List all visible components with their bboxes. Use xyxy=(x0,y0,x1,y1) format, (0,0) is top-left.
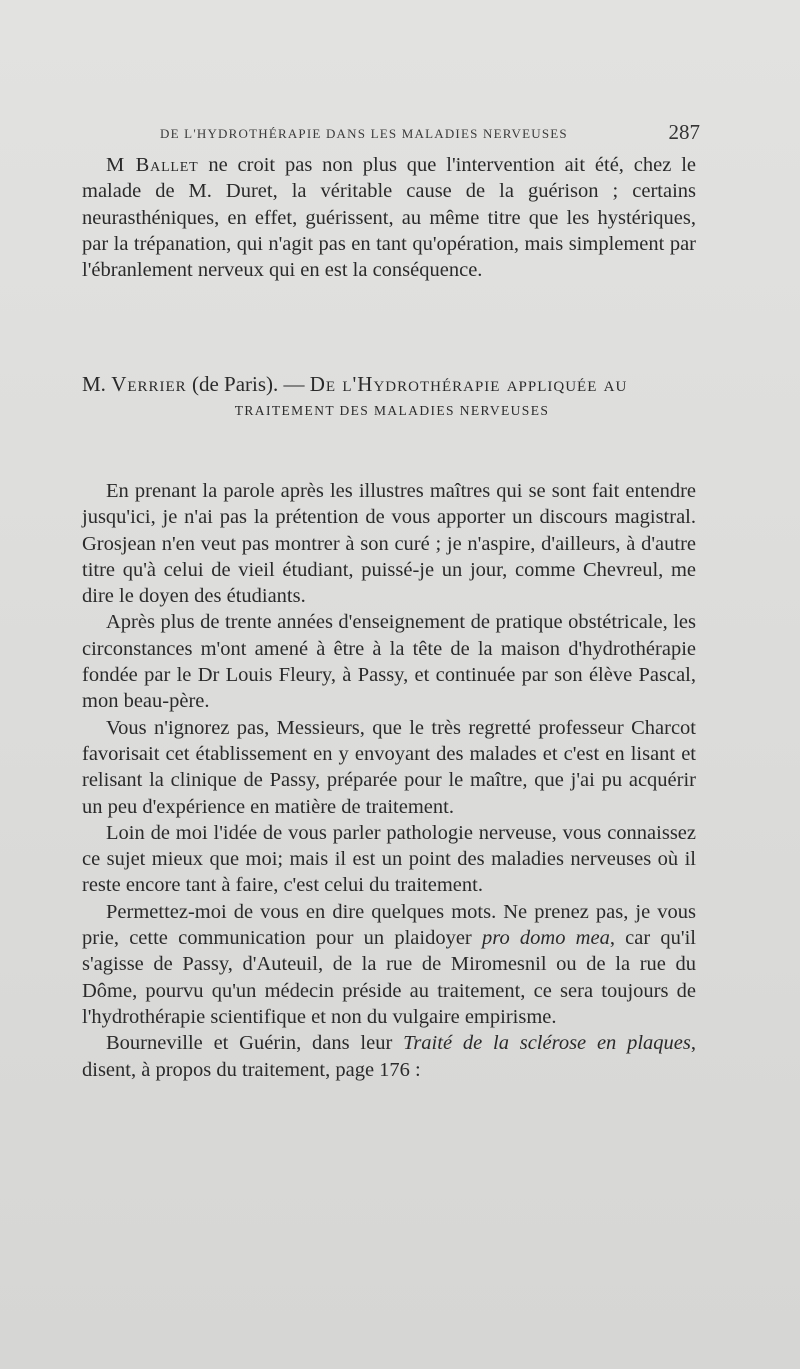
paragraph-5-end: , car qu'il s'agisse de Passy, d'Auteuil, de la rue de Miromesnil ou de la rue du Dôme, pourvu qu'un médecin préside au traitement, ce sera toujours de l'hydrothérapie scientifique et non du vulgaire empirisme. xyxy=(82,927,697,1028)
heading-line-1 xyxy=(82,372,702,397)
paragraph-3: Vous n'ignorez pas, Messieurs, que le très regretté professeur Charcot favorisait cet établissement en y envoyant des malades et c'est en lisant et relisant la clinique de Passy, préparée pour le maître, que j'ai pu acquérir un peu d'expérience en matière de traitement. xyxy=(82,716,696,818)
paragraph-6 xyxy=(82,1030,696,1083)
running-title: DE L'HYDROTHÉRAPIE DANS LES MALADIES NERVEUSES xyxy=(160,126,568,141)
author-name: Verrier xyxy=(111,372,187,396)
page-number: 287 xyxy=(668,120,700,144)
speaker-name: M Ballet xyxy=(106,154,199,176)
section-heading xyxy=(82,372,702,419)
author-place: (de Paris). — xyxy=(186,372,310,396)
running-header xyxy=(160,120,700,150)
body-text xyxy=(82,478,696,1083)
paragraph-2: Après plus de trente années d'enseignement de pratique obstétricale, les circonstances m'ont amené à être à la tête de la maison d'hydrothérapie fondée par le Dr Louis Fleury, à Passy, et continuée par son élève Pascal, mon beau-père. xyxy=(82,611,696,713)
paragraph-5-latin: pro domo mea xyxy=(481,927,610,950)
paragraph-5-start: Permettez-moi de vous en dire quelques mots. Ne prenez pas, je vous prie, cette communication pour un plaidoyer xyxy=(82,900,696,950)
paragraph-5 xyxy=(82,899,696,1030)
paragraph-6-start: Bourneville et Guérin, dans leur xyxy=(106,1032,404,1055)
paragraph-1: En prenant la parole après les illustres maîtres qui se sont fait entendre jusqu'ici, je n'ai pas la prétention de vous apporter un discours magistral. Grosjean n'en veut pas montrer à son curé ; je n'aspire, d'ailleurs, à d'autre titre qu'à celui de vieil étudiant, puissé-je un jour, comme Chevreul, me dire le doyen des étudiants. xyxy=(82,480,696,608)
intro-paragraph xyxy=(82,152,696,283)
book-title: Traité de la sclérose en plaques xyxy=(403,1032,691,1055)
author-prefix: M. xyxy=(82,372,112,396)
paragraph-4: Loin de moi l'idée de vous parler pathologie nerveuse, vous connaissez ce sujet mieux que moi; mais il est un point des maladies nerveuses où il reste encore tant à faire, c'est celui du traitement. xyxy=(82,821,696,897)
section-title-start: De l'Hydrothérapie appliquée au xyxy=(309,372,628,396)
intro-text xyxy=(82,152,696,283)
paragraph-6-end: , disent, à propos du traitement, page 176 : xyxy=(82,1032,696,1081)
section-title-end: TRAITEMENT DES MALADIES NERVEUSES xyxy=(234,403,550,418)
intro-body: ne croit pas non plus que l'intervention ait été, chez le malade de M. Duret, la véritable cause de la guérison ; certains neurasthéniques, en effet, guérissent, au même titre que les hystériques, par la trépanation, qui n'agit pas en tant qu'opération, mais simplement par l'ébranlement nerveux qui en est la conséquence. xyxy=(82,154,696,282)
